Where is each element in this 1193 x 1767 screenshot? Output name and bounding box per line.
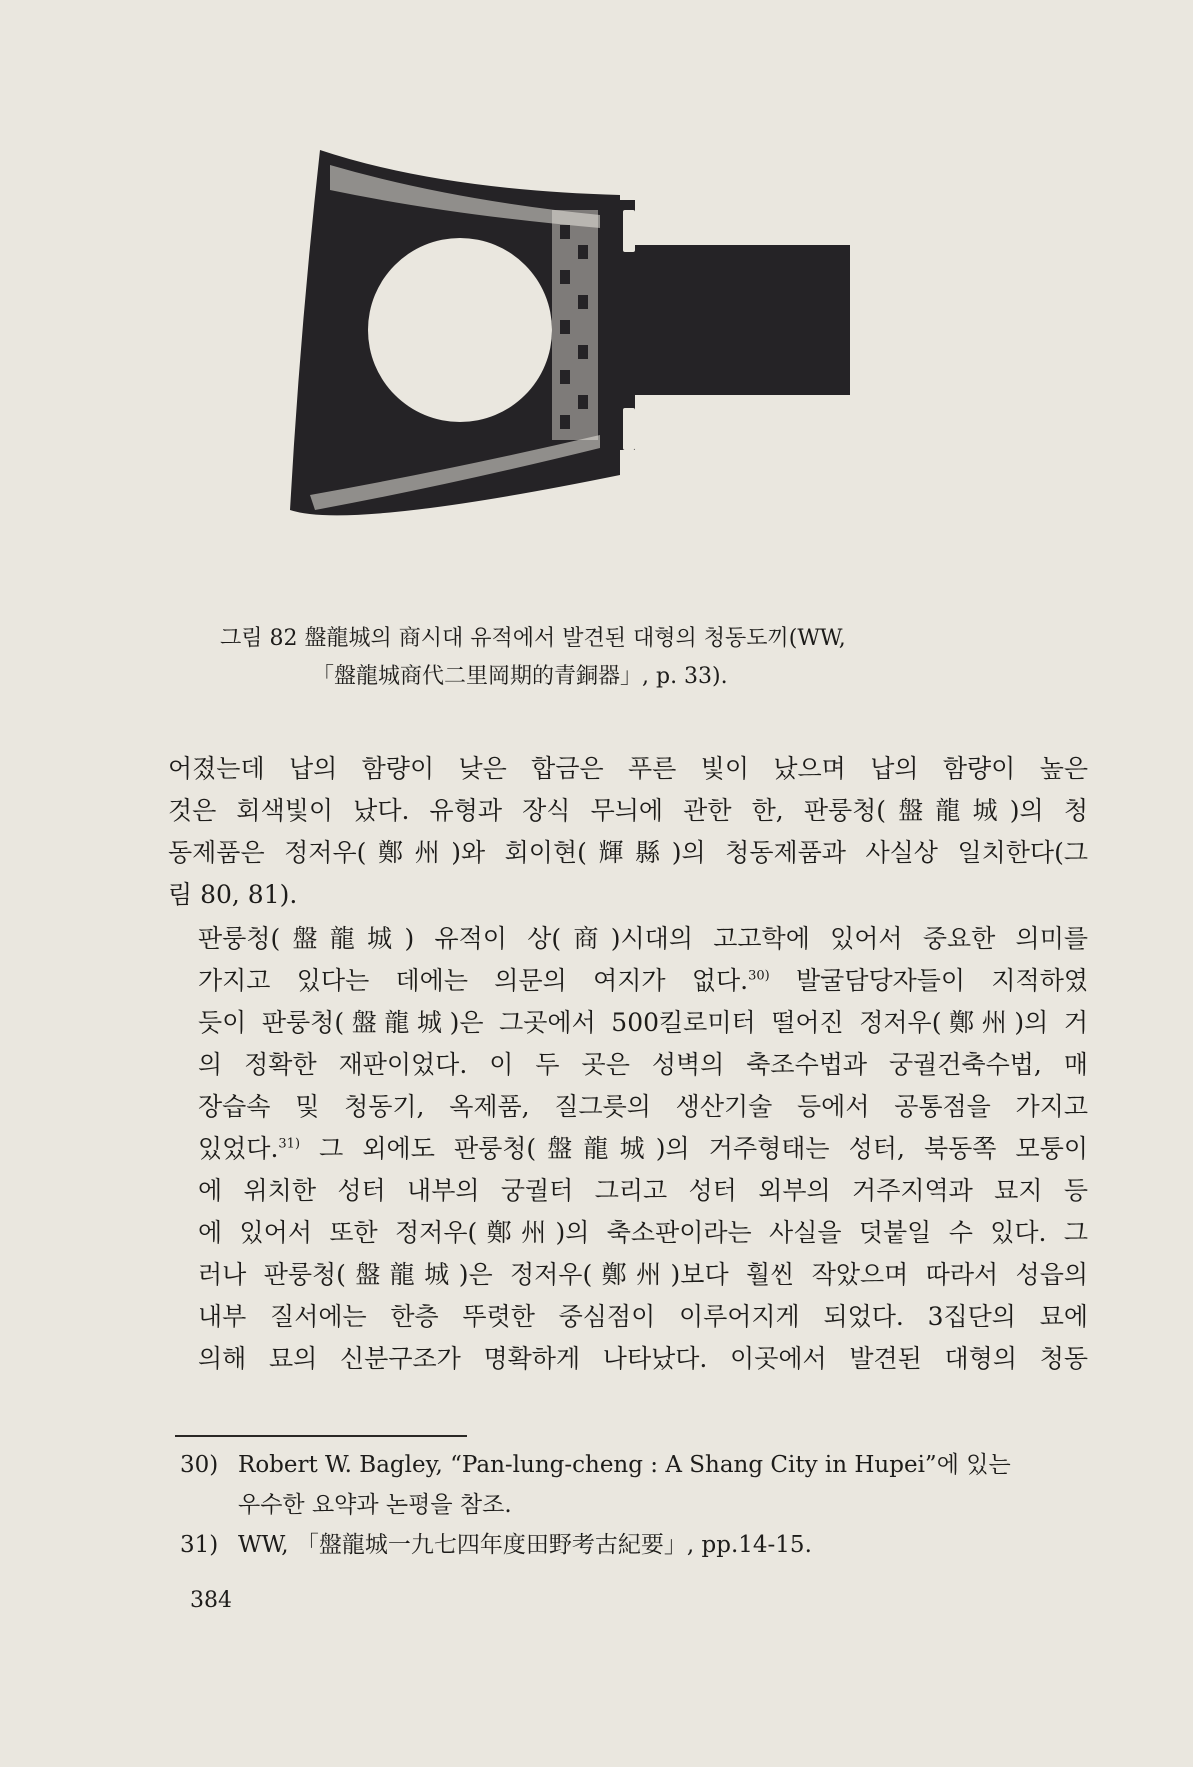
caption-line-1: 그림 82 盤龍城의 商시대 유적에서 발견된 대형의 청동도끼(WW, bbox=[220, 626, 846, 651]
text-segment: 가지고 있다는 데에는 의문의 여지가 없다. bbox=[198, 966, 749, 995]
text-line: 내부 질서에는 한층 뚜렷한 중심점이 이루어지게 되었다. 3집단의 묘에 bbox=[198, 1302, 1088, 1331]
text-line: 에 위치한 성터 내부의 궁궐터 그리고 성터 외부의 거주지역과 묘지 등 bbox=[198, 1176, 1088, 1205]
footnotes bbox=[180, 1445, 1090, 1565]
caption-line-2: 「盤龍城商代二里岡期的青銅器」, p. 33). bbox=[312, 664, 728, 689]
text-line: 의 정확한 재판이었다. 이 두 곳은 성벽의 축조수법과 궁궐건축수법, 매 bbox=[198, 1050, 1088, 1079]
footnote-ref-30[interactable]: 30) bbox=[748, 968, 770, 984]
paragraph-1 bbox=[168, 748, 1088, 916]
footnote-number: 30) bbox=[180, 1452, 219, 1478]
footnote-text: Robert W. Bagley, “Pan-lung-cheng : A Shang City in Hupei”에 있는 bbox=[238, 1452, 1011, 1478]
text-segment: 발굴담당자들이 지적하였 bbox=[769, 966, 1089, 995]
text-line: 것은 회색빛이 났다. 유형과 장식 무늬에 관한 한, 판룽청(盤龍城)의 청 bbox=[168, 796, 1088, 825]
text-line: 의해 묘의 신분구조가 명확하게 나타났다. 이곳에서 발견된 대형의 청동 bbox=[198, 1344, 1088, 1373]
bronze-axe-illustration bbox=[290, 150, 970, 590]
footnote-30 bbox=[180, 1445, 1090, 1525]
text-line: 러나 판룽청(盤龍城)은 정저우(鄭州)보다 훨씬 작았으며 따라서 성읍의 bbox=[198, 1260, 1088, 1289]
text-line: 림 80, 81). bbox=[168, 880, 298, 909]
footnote-31 bbox=[180, 1525, 1090, 1565]
footnote-text: WW, 「盤龍城一九七四年度田野考古紀要」, pp.14-15. bbox=[238, 1532, 812, 1558]
footnote-text: 우수한 요약과 논평을 참조. bbox=[238, 1492, 512, 1518]
text-line: 에 있어서 또한 정저우(鄭州)의 축소판이라는 사실을 덧붙일 수 있다. 그 bbox=[198, 1218, 1088, 1247]
text-segment: 그 외에도 판룽청(盤龍城)의 거주형태는 성터, 북동쪽 모퉁이 bbox=[300, 1134, 1088, 1163]
text-line: 어졌는데 납의 함량이 낮은 합금은 푸른 빛이 났으며 납의 함량이 높은 bbox=[168, 754, 1088, 783]
text-line: 동제품은 정저우(鄭州)와 회이현(輝縣)의 청동제품과 사실상 일치한다(그 bbox=[168, 838, 1088, 867]
footnote-ref-31[interactable]: 31) bbox=[278, 1136, 301, 1152]
body-text bbox=[168, 748, 1088, 1380]
text-line: 듯이 판룽청(盤龍城)은 그곳에서 500킬로미터 떨어진 정저우(鄭州)의 거 bbox=[198, 1008, 1088, 1037]
text-line bbox=[168, 960, 1088, 1002]
figure-caption bbox=[220, 620, 1040, 696]
text-line: 판룽청(盤龍城) 유적이 상(商)시대의 고고학에 있어서 중요한 의미를 bbox=[198, 924, 1088, 953]
paragraph-2 bbox=[168, 918, 1088, 1380]
text-line bbox=[168, 1128, 1088, 1170]
page-number: 384 bbox=[190, 1588, 232, 1613]
footnote-number: 31) bbox=[180, 1532, 219, 1558]
text-line: 장습속 및 청동기, 옥제품, 질그릇의 생산기술 등에서 공통점을 가지고 bbox=[198, 1092, 1088, 1121]
text-segment: 있었다. bbox=[198, 1134, 279, 1163]
footnote-divider bbox=[175, 1435, 467, 1437]
